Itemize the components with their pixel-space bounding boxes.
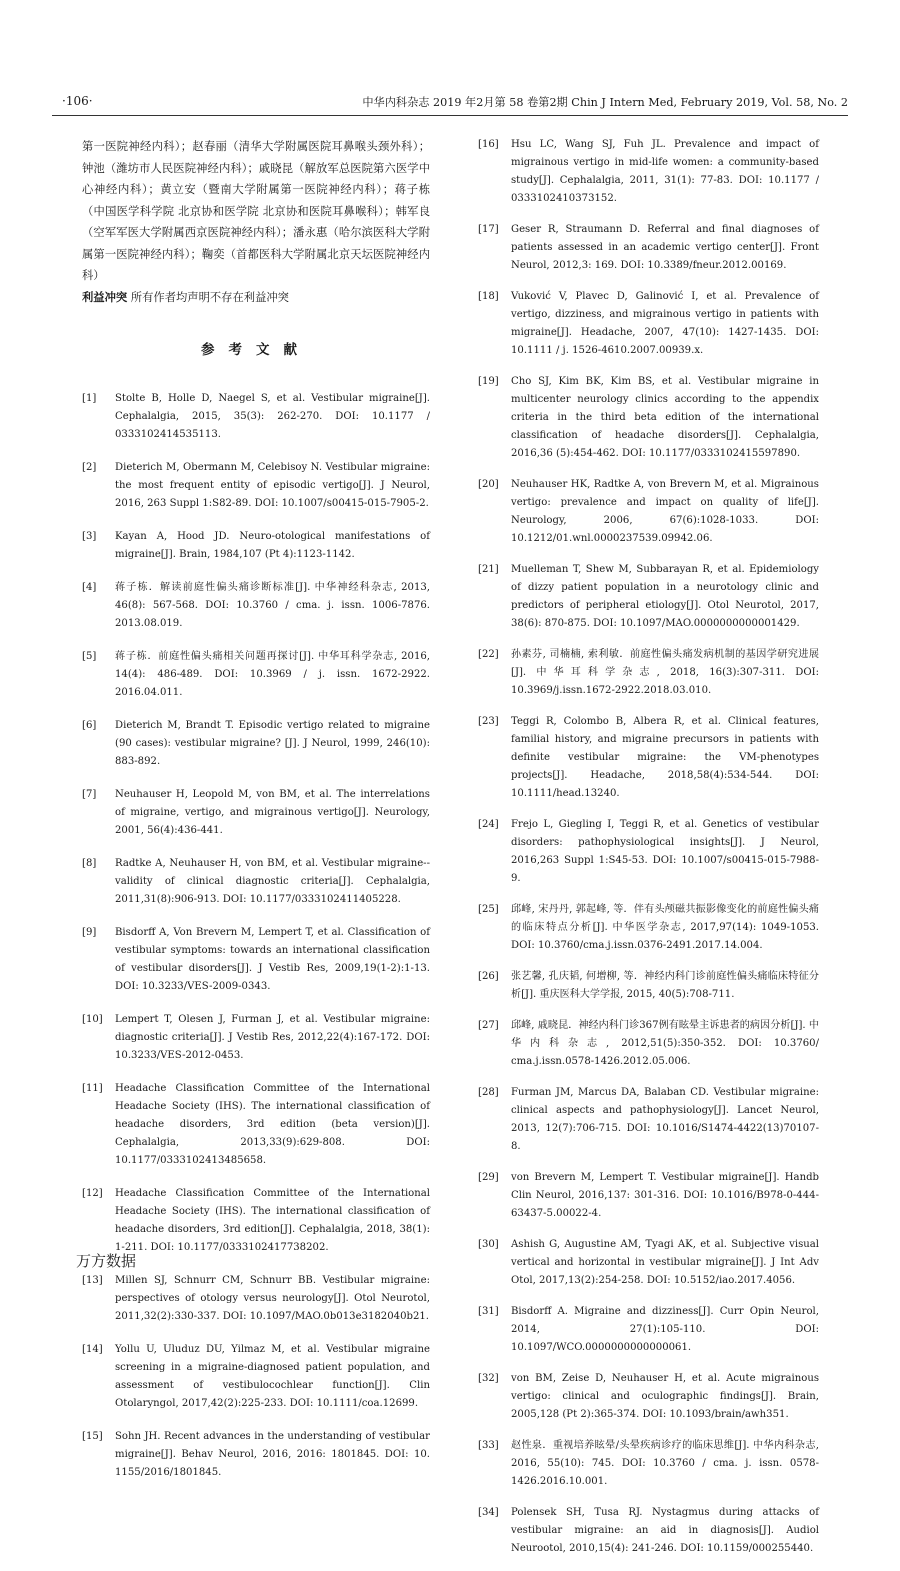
reference-item: [478, 713, 819, 803]
reference-number: [2]: [82, 461, 97, 473]
reference-text: Muelleman T, Shew M, Subbarayan R, et al. Epidemiology of dizzy patient population in a neurotology clinic and predictors of peripheral etiology[J]. Otol Neurotol, 2017, 38(6): 870-875. DOI: 10.1097/MAO.0000000000001429.: [511, 564, 819, 629]
reference-list-left: [82, 390, 430, 1482]
reference-text: Frejo L, Giegling I, Teggi R, et al. Genetics of vestibular disorders: pathophysiological insights[J]. J Neurol, 2016,263 Suppl 1:S45-53. DOI: 10.1007/s00415-015-7988-9.: [511, 819, 819, 884]
reference-item: [82, 528, 430, 564]
reference-item: [82, 1185, 430, 1257]
reference-number: [4]: [82, 581, 97, 593]
reference-number: [32]: [478, 1373, 499, 1384]
reference-item: [82, 390, 430, 444]
reference-text: Kayan A, Hood JD. Neuro-otological manifestations of migraine[J]. Brain, 1984,107 (Pt 4):1123-1142.: [115, 530, 430, 560]
reference-number: [3]: [82, 530, 97, 542]
reference-item: [82, 648, 430, 702]
reference-number: [27]: [478, 1020, 499, 1031]
reference-item: [478, 1370, 819, 1424]
reference-number: [1]: [82, 392, 97, 404]
reference-item: [478, 221, 819, 275]
reference-item: [478, 901, 819, 955]
reference-item: [82, 579, 430, 633]
reference-item: [82, 1080, 430, 1170]
watermark-text: 万方数据: [76, 1252, 137, 1270]
reference-number: [23]: [478, 716, 499, 727]
reference-item: [478, 816, 819, 888]
left-column: [82, 136, 430, 1497]
reference-text: Teggi R, Colombo B, Albera R, et al. Clinical features, familial history, and migraine precursors in patients with definite vestibular migraine: the VM-phenotypes projects[J]. Headache, 2018,58(4):534-544. DOI: 10.1111/head.13240.: [511, 716, 819, 799]
reference-number: [34]: [478, 1507, 499, 1518]
reference-text: Lempert T, Olesen J, Furman J, et al. Vestibular migraine: diagnostic criteria[J]. J Vestib Res, 2012,22(4):167-172. DOI: 10.3233/VES-2012-0453.: [115, 1013, 430, 1061]
reference-number: [28]: [478, 1087, 499, 1098]
reference-item: [82, 1428, 430, 1482]
reference-item: [478, 1017, 819, 1071]
reference-text: Hsu LC, Wang SJ, Fuh JL. Prevalence and impact of migrainous vertigo in mid-life women: a community-based study[J]. Cephalalgia, 2011, 31(1): 77-83. DOI: 10.1177 / 0333102410373152.: [511, 139, 819, 204]
reference-text: 孙素芬, 司楠楠, 索利敏．前庭性偏头痛发病机制的基因学研究进展[J]. 中华耳科学杂志, 2018, 16(3):307-311. DOI: 10.3969/j.issn.1672-2922.2018.03.010.: [511, 649, 819, 696]
reference-text: Headache Classification Committee of the International Headache Society (IHS). The international classification of headache disorders, 3rd edition (beta version)[J]. Cephalalgia, 2013,33(9):629-808. DOI: 10.1177/0333102413485658.: [115, 1082, 430, 1166]
conflict-of-interest: [82, 287, 430, 308]
reference-item: [478, 561, 819, 633]
reference-text: von Brevern M, Lempert T. Vestibular migraine[J]. Handb Clin Neurol, 2016,137: 301-316. DOI: 10.1016/B978-0-444- 63437-5.00022-4.: [511, 1172, 819, 1219]
conflict-label: 利益冲突: [82, 289, 128, 304]
reference-text: Neuhauser H, Leopold M, von BM, et al. The interrelations of migraine, vertigo, and migrainous vertigo[J]. Neurology, 2001, 56(4):436-441.: [115, 788, 430, 836]
reference-number: [12]: [82, 1187, 103, 1199]
reference-number: [8]: [82, 857, 97, 869]
reference-number: [18]: [478, 291, 499, 302]
reference-number: [17]: [478, 224, 499, 235]
reference-text: Dieterich M, Obermann M, Celebisoy N. Vestibular migraine: the most frequent entity of episodic vertigo[J]. J Neurol, 2016, 263 Suppl 1:S82-89. DOI: 10.1007/s00415-015-7905-2.: [115, 461, 430, 509]
page-header: [52, 92, 848, 112]
reference-item: [478, 646, 819, 700]
reference-item: [82, 924, 430, 996]
reference-list-right: [478, 136, 819, 1558]
reference-item: [478, 373, 819, 463]
reference-text: Bisdorff A, Von Brevern M, Lempert T, et al. Classification of vestibular symptoms: towards an international classification of vestibular disorders[J]. J Vestib Res, 2009,19(1-2):1-13. DOI: 10.3233/VES-2009-0343.: [115, 926, 430, 992]
reference-number: [25]: [478, 904, 499, 915]
reference-text: Polensek SH, Tusa RJ. Nystagmus during attacks of vestibular migraine: an aid in diagnosis[J]. Audiol Neurootol, 2010,15(4): 241-246. DOI: 10.1159/000255440.: [511, 1507, 819, 1554]
reference-number: [7]: [82, 788, 97, 800]
header-divider: [52, 115, 848, 116]
reference-number: [16]: [478, 139, 499, 150]
reference-number: [21]: [478, 564, 499, 575]
reference-item: [478, 1236, 819, 1290]
references-heading: 参考文献: [201, 341, 311, 358]
reference-text: Vuković V, Plavec D, Galinović I, et al. Prevalence of vertigo, dizziness, and migrainous vertigo in patients with migraine[J]. Headache, 2007, 47(10): 1427-1435. DOI: 10.1111 / j. 1526-4610.2007.00939.x.: [511, 291, 819, 356]
reference-text: Bisdorff A. Migraine and dizziness[J]. Curr Opin Neurol, 2014, 27(1):105-110. DOI: 10.1097/WCO.0000000000000061.: [511, 1306, 819, 1353]
reference-text: 邱峰, 宋丹丹, 郭起峰, 等．伴有头颅磁共振影像变化的前庭性偏头痛的临床特点分析[J]. 中华医学杂志, 2017,97(14): 1049-1053. DOI: 10.3760/cma.j.issn.0376-2491.2017.14.004.: [511, 904, 819, 951]
reference-text: Neuhauser HK, Radtke A, von Brevern M, et al. Migrainous vertigo: prevalence and impact on quality of life[J]. Neurology, 2006, 67(6):1028-1033. DOI: 10.1212/01.wnl.0000237539.09942.06.: [511, 479, 819, 544]
reference-number: [14]: [82, 1343, 103, 1355]
reference-number: [22]: [478, 649, 499, 660]
page-number: ·106·: [62, 94, 93, 108]
reference-text: 蒋子栋．前庭性偏头痛相关问题再探讨[J]. 中华耳科学杂志, 2016, 14(4): 486-489. DOI: 10.3969 / j. issn. 1672-2922. 2016.04.011.: [115, 650, 430, 698]
author-affiliations: 第一医院神经内科）；赵春丽（清华大学附属医院耳鼻喉头颈外科）；钟池（潍坊市人民医院神经内科）；戚晓昆（解放军总医院第六医学中心神经内科）；黄立安（暨南大学附属第一医院神经内科）；蒋子栋（中国医学科学院 北京协和医学院 北京协和医院耳鼻喉科）；韩军良（空军军医大学附属西京医院神经内科）；潘永惠（哈尔滨医科大学附属第一医院神经内科）；鞠奕（首都医科大学附属北京天坛医院神经内科）: [82, 140, 430, 282]
reference-number: [29]: [478, 1172, 499, 1183]
reference-text: 赵性泉．重视培养眩晕/头晕疾病诊疗的临床思维[J]. 中华内科杂志, 2016, 55(10): 745. DOI: 10.3760 / cma. j. issn. 0578-1426.2016.10.001.: [511, 1440, 819, 1487]
reference-number: [24]: [478, 819, 499, 830]
journal-running-head: 中华内科杂志 2019 年2月第 58 卷第2期 Chin J Intern Med, February 2019, Vol. 58, No. 2: [362, 96, 848, 109]
reference-item: [478, 288, 819, 360]
reference-text: Geser R, Straumann D. Referral and final diagnoses of patients assessed in an academic vertigo center[J]. Front Neurol, 2012,3: 169. DOI: 10.3389/fneur.2012.00169.: [511, 224, 819, 271]
right-column: [478, 136, 819, 1571]
reference-item: [478, 476, 819, 548]
reference-item: [82, 786, 430, 840]
reference-item: [82, 1272, 430, 1326]
reference-number: [33]: [478, 1440, 499, 1451]
reference-number: [5]: [82, 650, 97, 662]
reference-number: [26]: [478, 971, 499, 982]
reference-number: [31]: [478, 1306, 499, 1317]
reference-item: [82, 1341, 430, 1413]
reference-item: [478, 968, 819, 1004]
reference-text: Headache Classification Committee of the International Headache Society (IHS). The international classification of headache disorders, 3rd edition[J]. Cephalalgia, 2018, 38(1): 1-211. DOI: 10.1177/0333102417738202.: [115, 1187, 430, 1253]
reference-item: [82, 1011, 430, 1065]
reference-text: Sohn JH. Recent advances in the understanding of vestibular migraine[J]. Behav Neurol, 2016, 2016: 1801845. DOI: 10. 1155/2016/1801845.: [115, 1430, 430, 1478]
reference-number: [10]: [82, 1013, 103, 1025]
reference-item: [478, 1504, 819, 1558]
reference-item: [478, 1437, 819, 1491]
reference-text: Stolte B, Holle D, Naegel S, et al. Vestibular migraine[J]. Cephalalgia, 2015, 35(3): 262-270. DOI: 10.1177 / 0333102414535113.: [115, 392, 430, 440]
reference-text: Millen SJ, Schnurr CM, Schnurr BB. Vestibular migraine: perspectives of otology versus neurology[J]. Otol Neurotol, 2011,32(2):330-337. DOI: 10.1097/MAO.0b013e3182040b21.: [115, 1274, 430, 1322]
reference-item: [478, 1084, 819, 1156]
reference-text: Furman JM, Marcus DA, Balaban CD. Vestibular migraine: clinical aspects and pathophysiology[J]. Lancet Neurol, 2013, 12(7):706-715. DOI: 10.1016/S1474-4422(13)70107-8.: [511, 1087, 819, 1152]
reference-number: [30]: [478, 1239, 499, 1250]
reference-item: [82, 855, 430, 909]
reference-number: [15]: [82, 1430, 103, 1442]
reference-text: 蒋子栋．解读前庭性偏头痛诊断标准[J]. 中华神经科杂志, 2013, 46(8): 567-568. DOI: 10.3760 / cma. j. issn. 1006-7876. 2013.08.019.: [115, 581, 430, 629]
reference-item: [478, 1303, 819, 1357]
reference-number: [20]: [478, 479, 499, 490]
reference-number: [13]: [82, 1274, 103, 1286]
reference-text: 邱峰, 戚晓昆．神经内科门诊367例有眩晕主诉患者的病因分析[J]. 中华内科杂志, 2012,51(5):350-352. DOI: 10.3760/ cma.j.issn.0578-1426.2012.05.006.: [511, 1020, 819, 1067]
reference-number: [19]: [478, 376, 499, 387]
reference-text: Dieterich M, Brandt T. Episodic vertigo related to migraine (90 cases): vestibular migraine? [J]. J Neurol, 1999, 246(10): 883-892.: [115, 719, 430, 767]
reference-number: [11]: [82, 1082, 103, 1094]
reference-text: Ashish G, Augustine AM, Tyagi AK, et al. Subjective visual vertical and horizontal in vestibular migraine[J]. J Int Adv Otol, 2017,13(2):254-258. DOI: 10.5152/iao.2017.4056.: [511, 1239, 819, 1286]
reference-text: Yollu U, Uluduz DU, Yilmaz M, et al. Vestibular migraine screening in a migraine-diagnosed patient population, and assessment of vestibulocochlear function[J]. Clin Otolaryngol, 2017,42(2):225-233. DOI: 10.1111/coa.12699.: [115, 1343, 430, 1409]
reference-text: 张艺馨, 孔庆韬, 何增柳, 等．神经内科门诊前庭性偏头痛临床特征分析[J]. 重庆医科大学学报, 2015, 40(5):708-711.: [511, 971, 819, 1000]
reference-number: [9]: [82, 926, 97, 938]
reference-text: Radtke A, Neuhauser H, von BM, et al. Vestibular migraine--validity of clinical diagnostic criteria[J]. Cephalalgia, 2011,31(8):906-913. DOI: 10.1177/0333102411405228.: [115, 857, 430, 905]
conflict-text: 所有作者均声明不存在利益冲突: [130, 290, 289, 304]
reference-item: [478, 1169, 819, 1223]
reference-item: [478, 136, 819, 208]
reference-text: Cho SJ, Kim BK, Kim BS, et al. Vestibular migraine in multicenter neurology clinics according to the appendix criteria in the third beta edition of the international classification of headache disorders[J]. Cephalalgia, 2016,36 (5):454-462. DOI: 10.1177/0333102415597890.: [511, 376, 819, 459]
reference-item: [82, 717, 430, 771]
reference-text: von BM, Zeise D, Neuhauser H, et al. Acute migrainous vertigo: clinical and oculographic findings[J]. Brain, 2005,128 (Pt 2):365-374. DOI: 10.1093/brain/awh351.: [511, 1373, 819, 1420]
reference-number: [6]: [82, 719, 97, 731]
reference-item: [82, 459, 430, 513]
